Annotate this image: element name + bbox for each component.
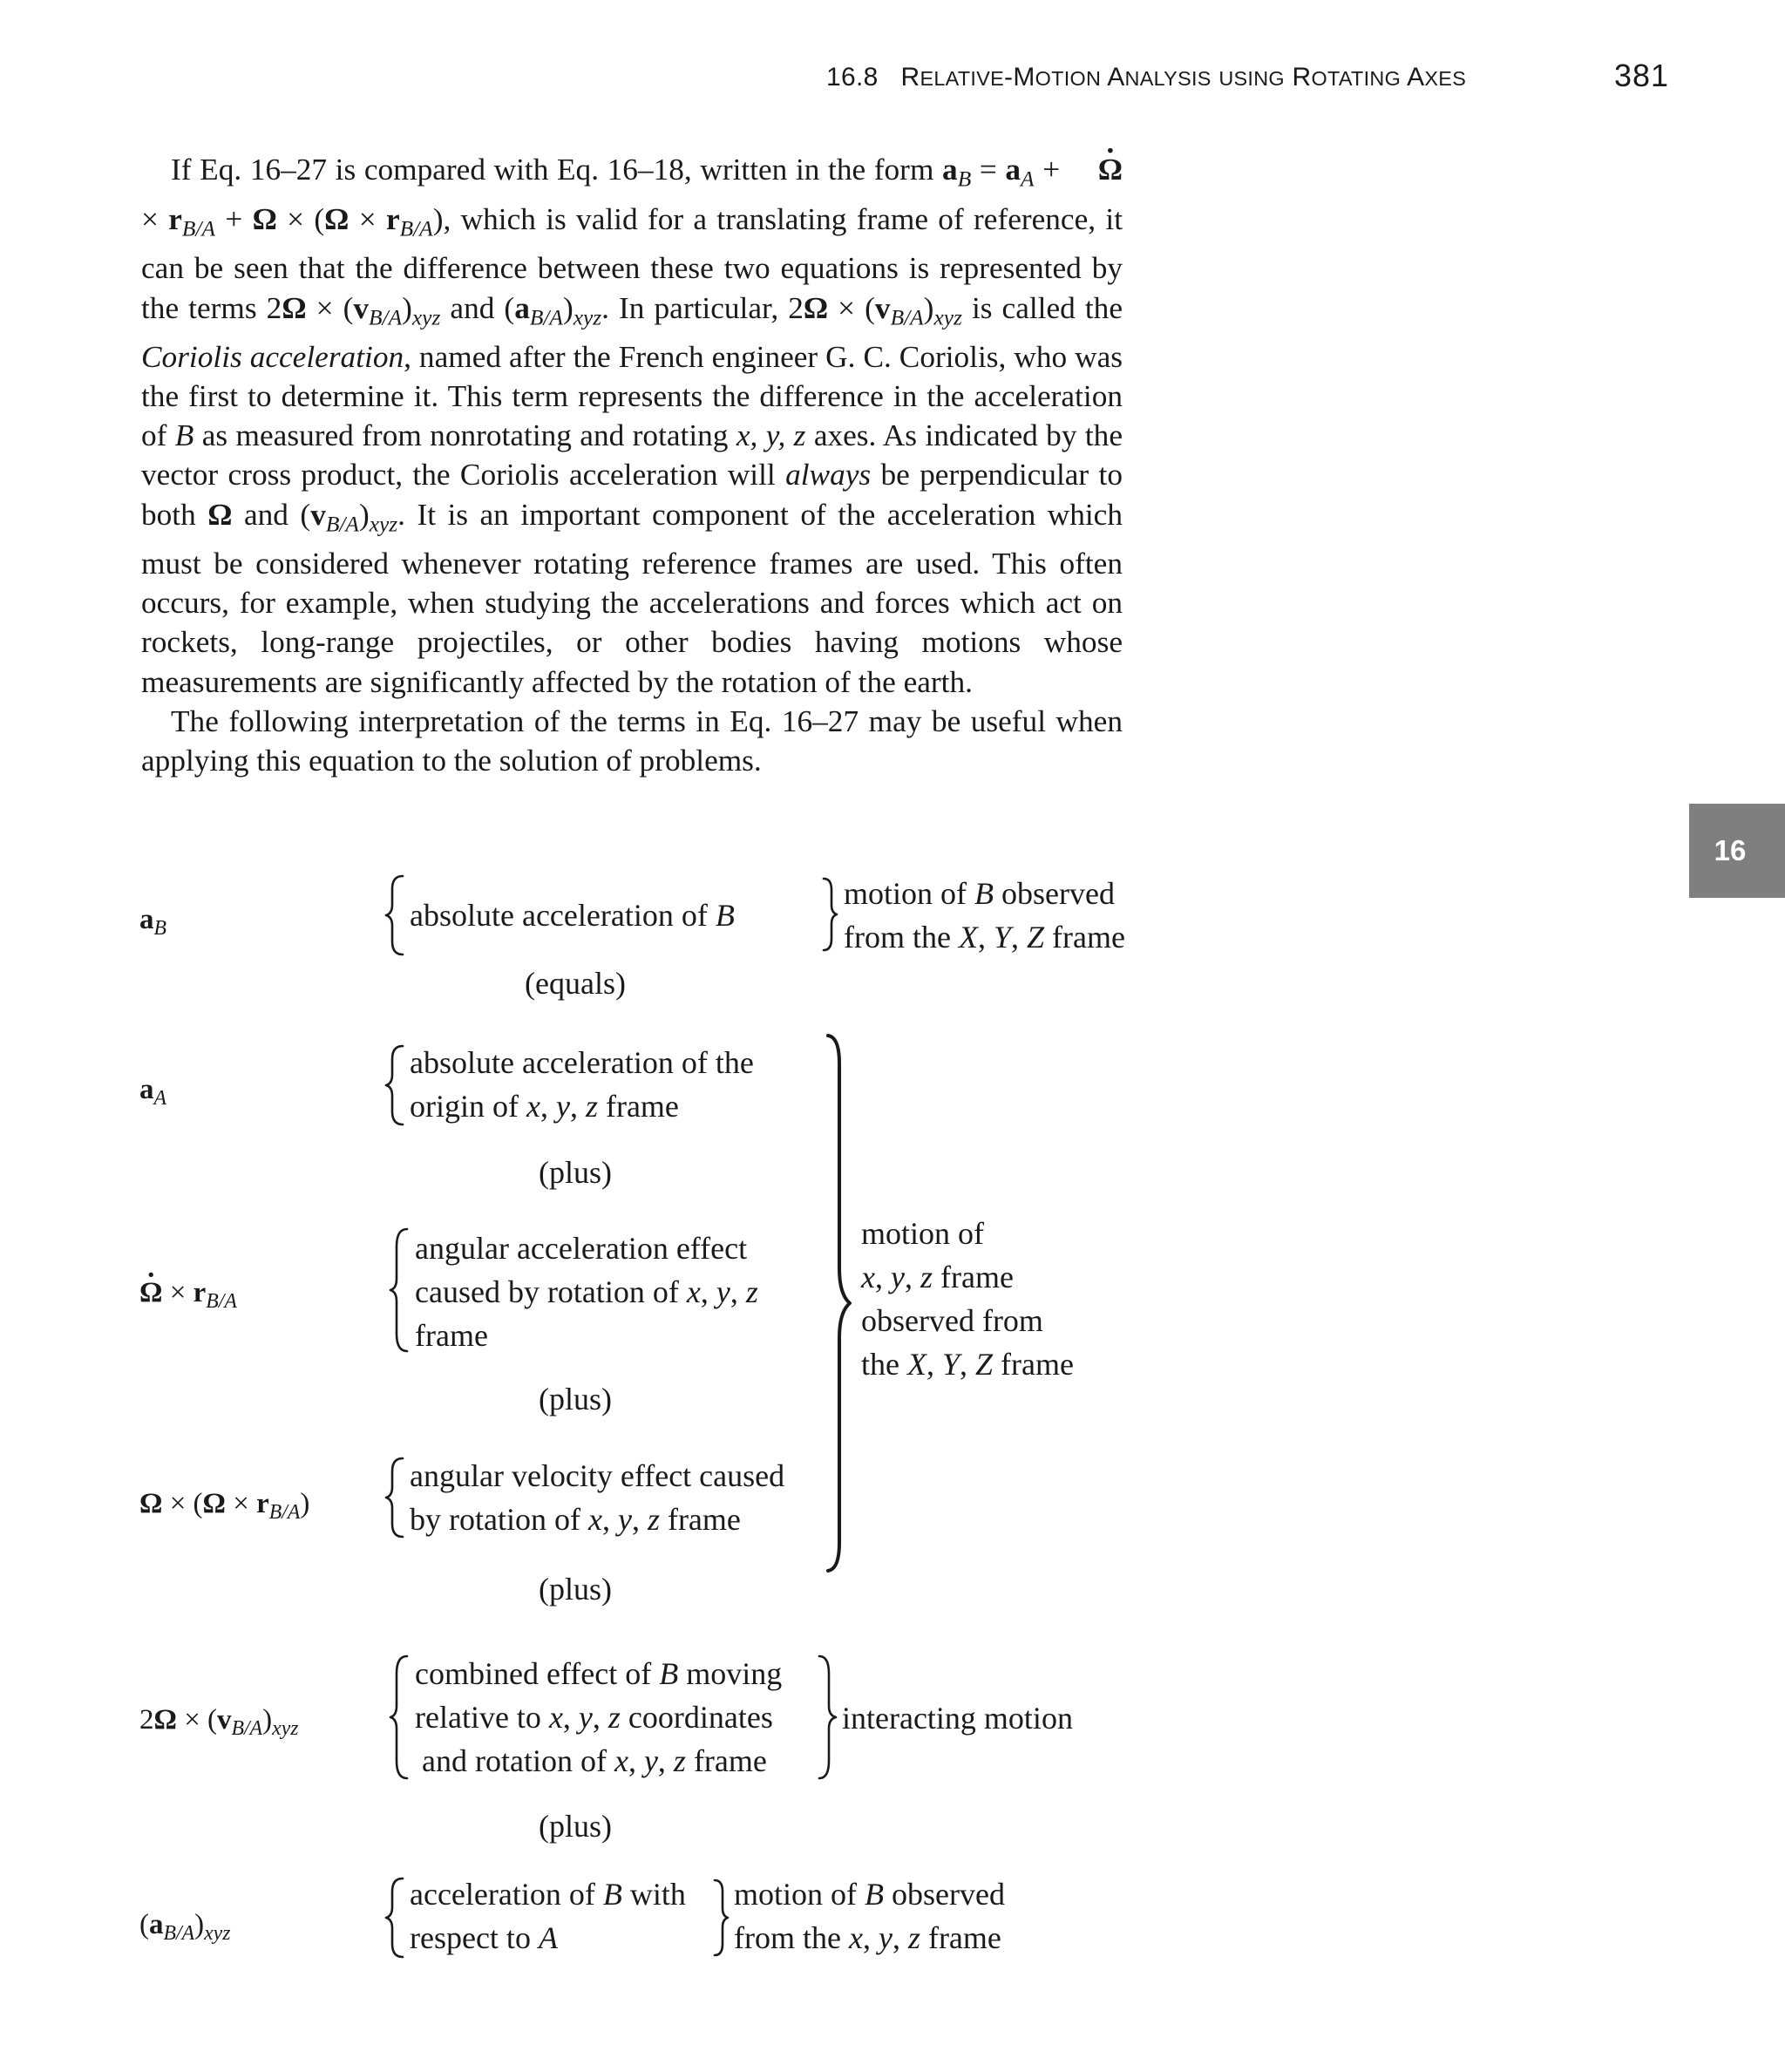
right-brace <box>710 1876 736 1960</box>
group-row-1: motion of B observed from the X, Y, Z frame <box>844 876 1125 954</box>
term-coriolis: $2\Omega \times (v_{B/A})_{xyz}$ <box>788 290 962 330</box>
term-relative-vel: $(v_{B/A})_{xyz}$ <box>300 497 398 537</box>
text: be perpendicular to both <box>141 458 1123 532</box>
left-brace <box>383 872 410 959</box>
left-brace <box>383 1874 410 1961</box>
left-brace <box>383 1454 410 1541</box>
paragraph-1 <box>141 150 1123 702</box>
left-brace <box>388 1652 414 1783</box>
equation-16-18: $a_B = a_A + \Omega$ · × $r_{B/A} + \Omega \times (\Omega \times r_{B/A})$ <box>141 153 1123 236</box>
term-2-omega-cross-v: $2\Omega \times (v_{B/A})_{xyz}$ <box>139 1704 299 1741</box>
text: , named after the French engineer G. C. Coriolis, who was the first to determine it. This term represents the difference in the acceleration of <box>141 340 1123 453</box>
text: and <box>440 290 505 325</box>
term-relative-accel: $(a_{B/A})_{xyz}$ <box>504 290 602 330</box>
desc-row-6: acceleration of B with respect to A <box>410 1877 686 1955</box>
body-text <box>141 150 1123 780</box>
text: If Eq. 16–27 is compared with Eq. 16–18, written in the form <box>171 153 943 187</box>
paragraph-2: The following interpretation of the terms in Eq. 16–27 may be useful when applying this equation to the solution of problems. <box>141 703 1123 778</box>
group-mid: motion of x, y, z frame observed from the X, Y, Z frame <box>861 1216 1074 1382</box>
text: axes. As indicated by the vector cross product, the Coriolis acceleration will <box>141 418 1123 493</box>
term-a-a: $a_A$ <box>139 1074 167 1111</box>
term-a-b-a-xyz: $(a_{B/A})_{xyz}$ <box>139 1909 231 1946</box>
operator-plus: (plus) <box>539 1155 612 1190</box>
page-number: 381 <box>1614 58 1670 93</box>
operator-plus: (plus) <box>539 1572 612 1607</box>
text: and <box>232 497 301 532</box>
running-head-title: 16.8 RELATIVE-MOTION ANALYSIS USING ROTATING AXES <box>826 63 1467 92</box>
operator-plus: (plus) <box>539 1809 612 1844</box>
emphasis: always <box>785 458 872 493</box>
text: . In particular, <box>601 290 789 325</box>
term-a-b: $a_B$ <box>139 904 167 941</box>
emphasis: x, y, z <box>736 418 806 453</box>
desc-row-2: absolute acceleration of the origin of x, y, z frame <box>410 1045 754 1124</box>
math-omega: Ω <box>207 497 233 532</box>
emphasis: Coriolis acceleration <box>141 340 404 375</box>
right-brace-large <box>824 1029 859 1578</box>
operator-plus: (plus) <box>539 1382 612 1416</box>
chapter-tab[interactable] <box>1689 804 1785 898</box>
desc-row-1: absolute acceleration of B <box>410 898 735 933</box>
text: . It is an important component of the acceleration which must be considered whenever rotating reference frames are used. This often occurs, for example, when studying the accelerations and forces which act on rockets, long-range projectiles, or other bodies having motions whose measurements are significantly affected by the rotation of the earth. <box>141 497 1123 699</box>
chapter-tab-label: 16 <box>1714 834 1747 866</box>
operator-equals: (equals) <box>525 966 626 1001</box>
text: is called the <box>961 290 1123 325</box>
right-brace <box>819 874 845 954</box>
term-omega-dot-cross-r: Ω · × $r_{B/A}$ <box>139 1271 237 1323</box>
desc-row-4: angular velocity effect caused by rotation of x, y, z frame <box>410 1458 785 1537</box>
term-coriolis: $2\Omega \times (v_{B/A})_{xyz}$ <box>266 290 441 330</box>
left-brace <box>388 1225 414 1355</box>
math-b: B <box>174 418 194 453</box>
group-row-6: motion of B observed from the x, y, z frame <box>734 1877 1005 1955</box>
text: , which is valid for a translating frame of reference, it can be seen that the difference between these two equations is represented by the terms <box>141 201 1123 325</box>
term-omega-cross-omega-cross-r: $\Omega \times (\Omega \times r_{B/A})$ <box>139 1488 310 1525</box>
left-brace <box>383 1042 410 1129</box>
group-row-5: interacting motion <box>842 1701 1073 1736</box>
desc-row-3: angular acceleration effect caused by rotation of x, y, z frame <box>415 1231 758 1353</box>
right-brace <box>815 1652 841 1783</box>
text: as measured from nonrotating and rotating <box>193 418 736 453</box>
desc-row-5: combined effect of B moving relative to x, y, z coordinates and rotation of x, y, z frame <box>415 1656 783 1778</box>
